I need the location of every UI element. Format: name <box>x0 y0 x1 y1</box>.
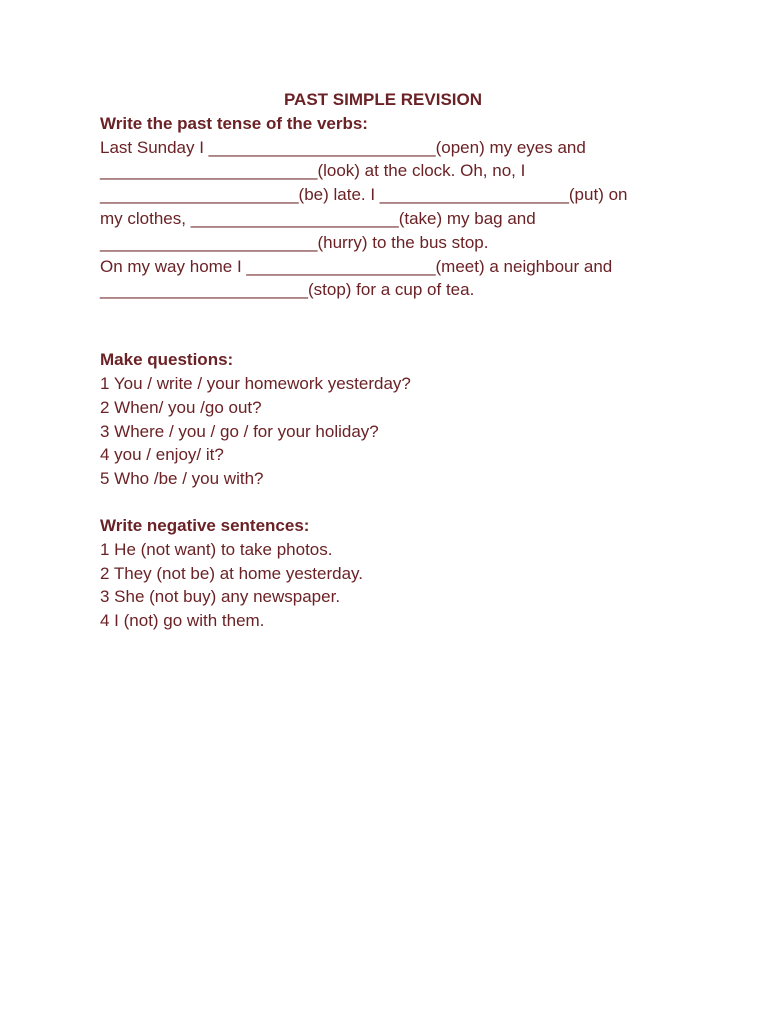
exercise-line: _______________________(hurry) to the bus stop. <box>100 232 489 252</box>
section-heading-negatives: Write negative sentences: <box>100 515 310 535</box>
spacer <box>100 302 700 348</box>
exercise-line: my clothes, ______________________(take) my bag and <box>100 208 536 228</box>
negative-line: 4 I (not) go with them. <box>100 611 265 631</box>
question-line: 3 Where / you / go / for your holiday? <box>100 421 379 441</box>
exercise-line: Last Sunday I ________________________(open) my eyes and <box>100 137 586 157</box>
negative-line: 2 They (not be) at home yesterday. <box>100 563 364 583</box>
exercise-line: _____________________(be) late. I ____________________(put) on <box>100 185 628 205</box>
question-line: 2 When/ you /go out? <box>100 397 262 417</box>
page-title: PAST SIMPLE REVISION <box>283 90 483 109</box>
question-line: 4 you / enjoy/ it? <box>100 445 224 465</box>
exercise-line: On my way home I ____________________(meet) a neighbour and <box>100 256 613 276</box>
section-heading-questions: Make questions: <box>100 350 234 370</box>
question-line: 5 Who /be / you with? <box>100 469 264 489</box>
question-line: 1 You / write / your homework yesterday? <box>100 373 411 393</box>
negative-line: 3 She (not buy) any newspaper. <box>100 587 341 607</box>
exercise-line: ______________________(stop) for a cup of tea. <box>100 280 475 300</box>
exercise-line: _______________________(look) at the clock. Oh, no, I <box>100 161 526 181</box>
worksheet-page <box>100 88 700 633</box>
negative-line: 1 He (not want) to take photos. <box>100 539 333 559</box>
spacer <box>100 491 700 514</box>
section-heading-past-tense: Write the past tense of the verbs: <box>100 113 368 133</box>
